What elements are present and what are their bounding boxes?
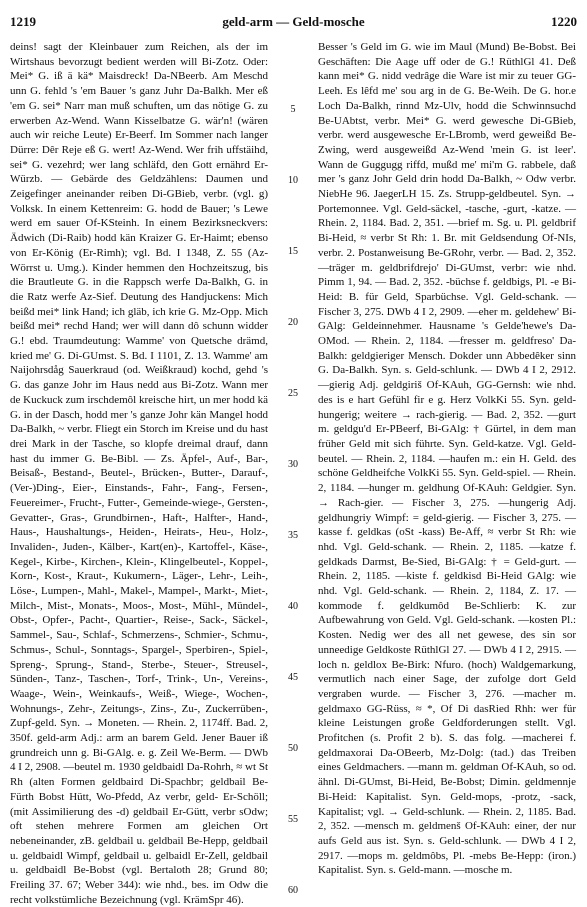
line-number: 45	[288, 672, 298, 683]
line-number: 25	[288, 388, 298, 399]
line-number: 20	[288, 317, 298, 328]
line-number: 50	[288, 743, 298, 754]
line-number-gutter	[272, 40, 314, 896]
header-title: geld-arm — Geld-mosche	[222, 14, 365, 29]
line-number: 15	[288, 246, 298, 257]
page-number-right: 1220	[551, 14, 577, 29]
page-number-left: 1219	[10, 14, 36, 29]
line-number: 60	[288, 885, 298, 896]
line-number: 35	[288, 530, 298, 541]
line-number: 55	[288, 814, 298, 825]
line-number: 40	[288, 601, 298, 612]
line-number: 30	[288, 459, 298, 470]
line-number: 10	[288, 175, 298, 186]
left-text-column: deins! sagt der Kleinbauer zum Reichen, als der im Wirtshaus bevorzugt bedient werden will Bi-Zotz. Oder: Mei* G. iß ä kä* Maisdreck! Da-NBeerb. Am Meschd unn G. fehld 's 'em Bauer 's ganz Juhr Da-Balkh. Mer eß 'em G. sei* Narr man muß schuften, um das nötige G. zu erwerben Az-Wend. Wann Kisselbatze G. wär'n! (wären auch wir reiche Leute) Er-Beerf. Im Sommer nach langer Dürre: Dêr Reje eß G. wert! Az-Wend. Wer frih uffstäihd, sei* G. vezehrd; wer lang schläfd, den Gott ernährd Er-Würzb. — Gebärde des Geldzählens: Daumen und Zeigefinger aneinander reiben Di-GBieb, verbr. (vgl. g) Volksk. In einem Kettenreim: G. hodd de Bauer; 's Lewe werd em sauer Of-KSteinh. In einem Bezirksneckvers: Ädwich (Di-Raib) hodd kän Kraizer G. Er-Haimt; ebenso von Er-König (Er-Rimh); vgl. Bd. I 1348, Z. 55 (Az-Wörrst u. Umg.). Kinder hemmen den Hochzeitszug, bis die Brautleute G. in die Rappsch werfe Da-Balkh, G. in die Ratz werfe Az-Sief. Deutung des Handjuckens: Mich beißd mei* link Hand; ich gläb, ich krie G. Mz-Opp. Mich beißd mei* rechd Hand; wer will dann dô schunn widder G.! ebd. Traumdeutung: Wamme' von Quetsche drämd, kried me' G. Di-GUmst. S. Bd. I 1101, Z. 13. Wamme' am Naijohrsdåg Sauerkraud (od. Weißkraud) kochd, gehd 's G. das ganze Johr im Haus nedd aus Bi-Zotz. Wann mer de Kuckuck zum irschdemôl kreische hirt, un mer hodd kä G. in der Dasch, hodd mer 's ganze Johr kän Mangel hodd Da-Balkh, ~ verbr. Fliegt ein Storch im Kreise und du hast drei Mark in der Tasche, so klopfe dreimal drauf, dann hast du immer G. Be-Bibl. — Zs. Äpfel-, Auf-, Bar-, Beisaß-, Bestand-, Beutel-, Brücken-, Butter-, Darauf-, (Ver-)Ding-, Eier-, Einstands-, Fahr-, Fang-, Fersen-, Feuereimer-, Frucht-, Futter-, Gemeinde-wiege-, Gersten-, Gevatter-, Gras-, Grundbirnen-, Haft-, Halfter-, Hand-, Haus-, Haushaltungs-, Heiden-, Heirats-, Heu-, Holz-, Invaliden-, Juden-, Kälber-, Kart(en)-, Kartoffel-, Käse-, Kegel-, Kirbe-, Kirchen-, Klein-, Klingelbeutel-, Koppel-, Korn-, Kost-, Kraut-, Kukumern-, Läger-, Lehr-, Leih-, Löse-, Lumpen-, Mahl-, Makel-, Mampel-, Markt-, Miet-, Milch-, Mist-, Monats-, Moos-, Most-, Mühl-, Mündel-, Obst-, Opfer-, Pacht-, Quartier-, Reise-, Sack-, Säckel-, Sammel-, Sau-, Schlaf-, Schmerzens-, Schmier-, Schmu-, Schmus-, Schul-, Sonntags-, Spargel-, Sperbiren-, Spiel-, Spreng-, Sprung-, Stand-, Sterbe-, Steuer-, Streusel-, Sünden-, Tanz-, Taschen-, Torf-, Trink-, Un-, Vereins-, Waage-, Wein-, Weinkaufs-, Weiß-, Wiege-, Wochen-, Wohnungs-, Zehr-, Zeitungs-, Zins-, Zu-, Zuckerrüben-, Zupf-geld. Syn. → Moneten. — Rhein. 2, 1174ff. Bad. 2, 350f. geld-arm Adj.: arm an barem Geld. Jener Bauer iß grundreich unn g. Bi-GAlg. e. g. Zeil We-Berm. — DWb 4 I 2, 2908. —beutel m. 1930 geldbaidl Da-Rohrh, ≈ wt St Rh (alten Formen geldbaird Di-Spachbr; geldbail Be-Fürth Bobst Hütt, Wo-Pfedd, Az verbr, geld- Er-Schöll; (mit Assimilierung des -d) geldbail Er-Gütt, verbr sOdw; oft stehen mehrere Formen am gleichen Ort nebeneinander, zB. geldbail u. geldbail Be-Hepp, geldbail u. geldbaidl Wimpf, geldbail u. gelbaidl Er-Zell, geldbail u. geldbaidl Be-Bobst (vgl. Bertaloth 28; Grund 80; Freiling 37. 67; Weber 344): wie nhd., bes. im Odw die recht volkstümliche Bezeichnung (vgl. KrämSpr 46).	[10, 41, 268, 906]
line-number: 5	[290, 104, 296, 115]
running-header	[10, 10, 577, 32]
right-text-column: Besser 's Geld im G. wie im Maul (Mund) Be-Bobst. Bei Geschäften: Die Aage uff oder de G.! RüthlGl 41. Deß kann mei* G. nidd vedrâge die Ware ist mir zu teuer GG-Leeh. Es lêfd me' sou arg in de G. Be-Weih. De G. hor.e Loch Da-Balkh, rinnd Mz-Ulv, hodd die Schwinnsuchd Be-UAbtst, verbr. Mei* G. werd gewesche Di-GBieb, verbr. werd ausgewesche Er-LBromb, werd geweißd Be-Zwing, werd ausgeweißd Az-Wend 'mein G. ist leer'. Wann de Guggugg riffd, mußd me' mi'm G. rabbele, daß mer 's ganz Johr Geld drin hodd Da-Balkh, ~ Odw verbr. NiebHe 96. JaegerLH 15. Zs. Strupp-geldbeutel. Syn. → Portemonnee. Vgl. Geld-säckel, -tasche, -gurt, -katze. — Rhein. 2, 1184. Bad. 2, 351. —brief m. Sg. u. Pl. geldbrif Bi-Heid, ≈ verbr St Rh: 1. Br. mit Geldsendung Of-NIs, verbr. 2. Postanweisung Be-GRohr, verbr. — Bad. 2, 352. —träger m. geldbrifdrejo' Di-GUmst, verbr: wie nhd. Pimm 1, 94. — Bad. 2, 352. -büchse f. geldbigs, Pl. -e Bi-Heid: B. für Geld, Sparbüchse. Vgl. Geld-schank. — Fischer 3, 275. DWb 4 I 2, 2909. —eher m. geldehew' Bi-GAlg: Geldeinnehmer. Hausname 's Gelde'hewe's Da-OMod. — Rhein. 2, 1184. —fresser m. geldfreso' Da-Balkh: geldgieriger Mensch. Dokder unn Abbedêker sinn G. Da-Balkh. Syn. s. Geld-schlunk. — DWb 4 I 2, 2912. —gierig Adj. geldgiriš Of-KAuh, GG-Gernsh: wie nhd. des is e hart Gefühl fir e g. Herz VolkKi 55. Syn. geld-hungerig; weitere → rach-gierig. — Bad. 2, 352. —gurt m. geldgu'd Er-PBeerf, Bi-GAlg: † Gürtel, in dem man früher Geld mit sich führte. Syn. Geld-katze. Vgl. Geld-beutel. — Rhein. 2, 1184. —haufen m.: ein H. Geld. des schöne Geldheifche VolkKi 55. Syn. Geld-spiel. — Rhein. 2, 1184. —hunger m. geldhung Of-KAuh: Geldgier. Syn. → Rach-gier. — Fischer 3, 275. —hungerig Adj. geldhungriy Wimpf: = geld-gierig. — Fischer 3, 275. —kasse f. geldkas (oSt -kass) Be-Aff, ≈ verbr St Rh: wie nhd. Vgl. Geld-schank. — Rhein. 2, 1185. —katze f. geldkads Darmst, Be-Sied, Bi-GAlg: † = Geld-gurt. — Rhein. 2, 1185. —kiste f. geldkisd Bi-Heid GAlg: wie nhd. Vgl. Geld-schank. — Rhein. 2, 1184, Z. 17. —kommode f. geldkumôd Be-Schlierb: K. zur Aufbewahrung von Geld. Vgl. Geld-schank. —kosten Pl.: Kosten. Nedig wer des all net gewese, des sin sor unneedige Geldkoste RüthlGl 27. — DWb 4 I 2, 2915. —loch n. geldlox Be-Birk: Nfuro. (hoch) Waldgemarkung, vermutlich nach einer Sage, der zufolge dort Geld vergraben wurde. — Fischer 3, 276. —macher m. geldmaxo GG-Rüss, ≈ *, Of Di dasRied Rhh: wer für kleine Leistungen große Geldforderungen stellt. Vgl. Profitchen (s. Profit 2 b). S. das folg. —macherei f. geldmaxorai Da-OBeerb, Mz-Dolg: (tad.) das Treiben eines Geldmachers. —mann m. geldman Of-KAuh, so od. ähnl. Di-GUmst, Bi-Heid, Be-Bobst; Dimin. geldmennje Bi-Heid: Kapitalist. Syn. Geld-mops, -protz, -sack, Kapitalist; vgl. → Geld-schlunk. — Rhein. 2, 1185. Bad. 2, 352. —mensch m. geldmenš Of-KAuh: einer, der nur aufs Geld aus ist. Syn. s. Geld-schlunk. — DWb 4 I 2, 2917. —mops m. geldmôbs, Pl. -mebs Be-Hepp: (iron.) Kapitalist. Syn. s. Geld-mann. —mosche m.	[318, 41, 576, 877]
